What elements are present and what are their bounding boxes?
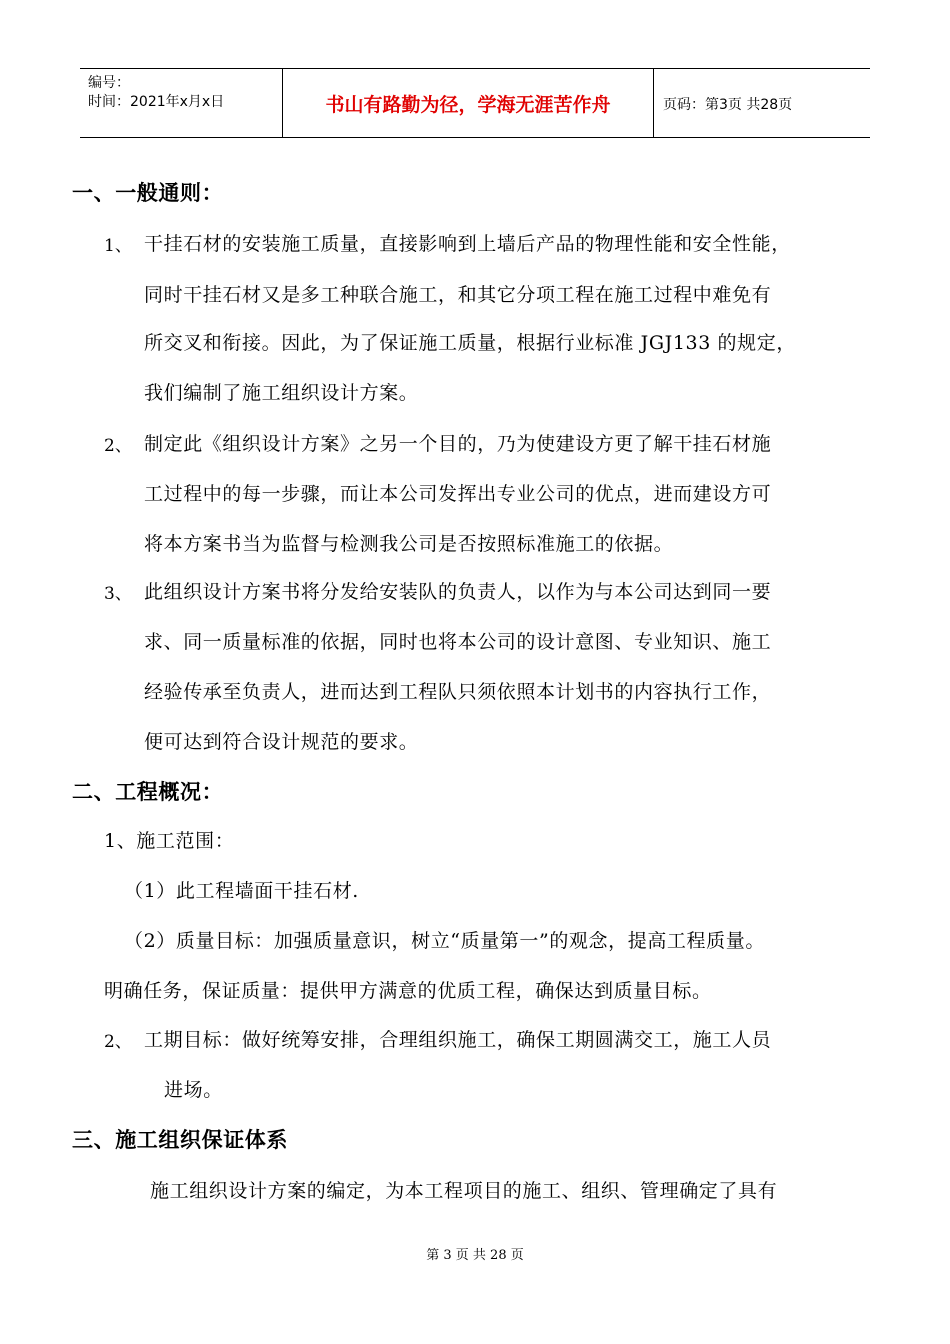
paragraph-line: 制定此《组织设计方案》之另一个目的，乃为使建设方更了解干挂石材施 [144, 433, 772, 455]
scope-item: （1）此工程墙面干挂石材. [124, 880, 359, 902]
scope-item-continued: 明确任务，保证质量：提供甲方满意的优质工程，确保达到质量目标。 [104, 980, 712, 1002]
scope-item: （2）质量目标：加强质量意识，树立“质量第一”的观念，提高工程质量。 [124, 930, 765, 952]
section-heading-organization: 三、施工组织保证体系 [72, 1128, 288, 1152]
period-line: 工期目标：做好统筹安排，合理组织施工，确保工期圆满交工，施工人员 [144, 1029, 772, 1051]
paragraph-line: 我们编制了施工组织设计方案。 [144, 382, 419, 404]
paragraph-line: 便可达到符合设计规范的要求。 [144, 731, 419, 753]
scope-title: 1、施工范围： [104, 830, 235, 852]
paragraph-line: 所交叉和衔接。因此，为了保证施工质量，根据行业标准 JGJ133 的规定， [144, 332, 796, 354]
page-footer: 第 3 页 共 28 页 [426, 1248, 524, 1263]
paragraph-line: 工过程中的每一步骤，而让本公司发挥出专业公司的优点，进而建设方可 [144, 483, 772, 505]
paragraph-line: 求、同一质量标准的依据，同时也将本公司的设计意图、专业知识、施工 [144, 631, 772, 653]
section-heading-general: 一、一般通则： [72, 181, 224, 205]
header-page-info: 页码：第3页 共28页 [663, 97, 793, 113]
page-header [80, 68, 870, 138]
paragraph-line: 干挂石材的安装施工质量，直接影响到上墙后产品的物理性能和安全性能， [144, 233, 791, 255]
paragraph-line: 经验传承至负责人，进而达到工程队只须依照本计划书的内容执行工作， [144, 681, 772, 703]
list-number: 1、 [104, 236, 132, 256]
list-number: 2、 [104, 1032, 132, 1052]
paragraph-line: 将本方案书当为监督与检测我公司是否按照标准施工的依据。 [144, 533, 674, 555]
paragraph-line: 此组织设计方案书将分发给安装队的负责人，以作为与本公司达到同一要 [144, 581, 772, 603]
list-number: 3、 [104, 584, 132, 604]
section-heading-overview: 二、工程概况： [72, 780, 224, 804]
number-label: 编号： [88, 75, 130, 91]
period-line: 进场。 [164, 1079, 223, 1101]
time-label: 时间：2021年x月x日 [88, 94, 225, 110]
header-meta-cell [80, 69, 283, 137]
paragraph-line: 同时干挂石材又是多工种联合施工，和其它分项工程在施工过程中难免有 [144, 284, 772, 306]
list-number: 2、 [104, 436, 132, 456]
header-motto: 书山有路勤为径，学海无涯苦作舟 [283, 69, 654, 137]
paragraph-line: 施工组织设计方案的编定，为本工程项目的施工、组织、管理确定了具有 [150, 1180, 778, 1202]
